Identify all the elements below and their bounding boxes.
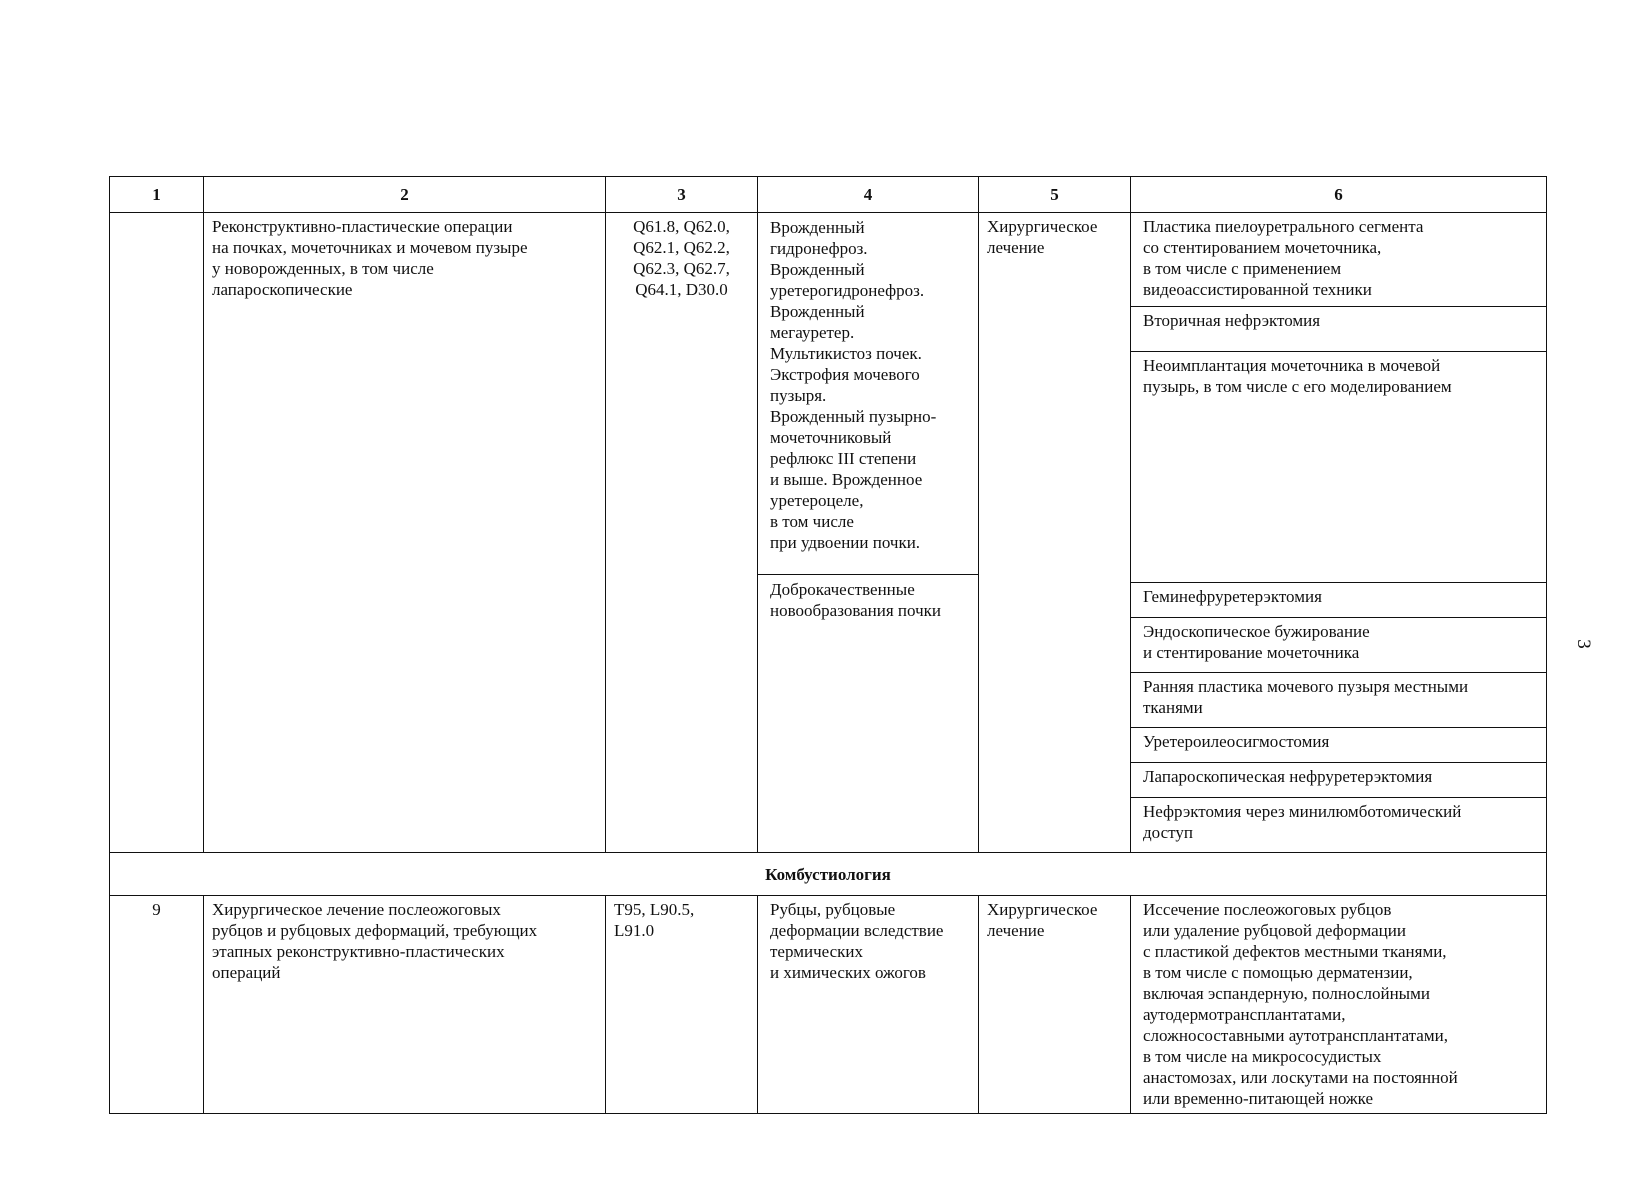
- table-row: [110, 213, 1547, 853]
- procedure-item: Уретероилеосигмостомия: [1131, 728, 1546, 763]
- column-header-4: 4: [758, 177, 979, 213]
- table-header-row: [110, 177, 1547, 213]
- row-number: 9: [110, 896, 204, 1114]
- column-header-3: 3: [606, 177, 758, 213]
- column-header-5: 5: [979, 177, 1131, 213]
- diagnosis-cell: [758, 213, 979, 853]
- icd-codes: T95, L90.5, L91.0: [606, 896, 758, 1114]
- procedure-item: Лапароскопическая нефруретерэктомия: [1131, 763, 1546, 798]
- treatment-type: Хирургическое лечение: [979, 896, 1131, 1114]
- table-row: [110, 896, 1547, 1114]
- section-row: [110, 853, 1547, 896]
- column-header-6: 6: [1131, 177, 1547, 213]
- procedure-item: Эндоскопическое бужирование и стентирование мочеточника: [1131, 618, 1546, 673]
- row-number: [110, 213, 204, 853]
- icd-codes: Q61.8, Q62.0, Q62.1, Q62.2, Q62.3, Q62.7, Q64.1, D30.0: [606, 213, 758, 853]
- procedure-item: Геминефруретерэктомия: [1131, 583, 1546, 618]
- procedure-item: Иссечение послеожоговых рубцов или удаление рубцовой деформации с пластикой дефектов местными тканями, в том числе с помощью дерматензии, включая эспандерную, полнослойными аутодермотрансплантатами, сложносоставными аутотрансплантатами, в том числе на микрососудистых анастомозах, или лоскутами на постоянной или временно-питающей ножке: [1131, 896, 1547, 1114]
- diagnosis-cell: Рубцы, рубцовые деформации вследствие термических и химических ожогов: [758, 896, 979, 1114]
- procedures-cell: [1131, 213, 1547, 853]
- column-header-2: 2: [204, 177, 606, 213]
- procedure-item: Пластика пиелоуретрального сегмента со стентированием мочеточника, в том числе с применением видеоассистированной техники: [1131, 213, 1546, 307]
- care-type-name: Реконструктивно-пластические операции на почках, мочеточниках и мочевом пузыре у новорожденных, в том числе лапароскопические: [204, 213, 606, 853]
- diagnosis-congenital: Врожденный гидронефроз. Врожденный уретерогидронефроз. Врожденный мегауретер. Мультикистоз почек. Экстрофия мочевого пузыря. Врожденный пузырно- мочеточниковый рефлюкс III степени и выше. Врожденное уретероцеле, в том числе при удвоении почки.: [758, 213, 978, 575]
- medical-care-table: [109, 176, 1547, 1114]
- page-number: 3: [1572, 639, 1594, 649]
- treatment-type: Хирургическое лечение: [979, 213, 1131, 853]
- column-header-1: 1: [110, 177, 204, 213]
- procedure-item: Ранняя пластика мочевого пузыря местными тканями: [1131, 673, 1546, 728]
- diagnosis-neoplasm: Доброкачественные новообразования почки: [770, 580, 941, 620]
- care-type-name: Хирургическое лечение послеожоговых рубцов и рубцовых деформаций, требующих этапных реконструктивно-пластических операций: [204, 896, 606, 1114]
- procedure-item: Неоимплантация мочеточника в мочевой пузырь, в том числе с его моделированием: [1131, 352, 1546, 583]
- section-title: Комбустиология: [110, 853, 1547, 896]
- procedure-item: Нефрэктомия через минилюмботомический доступ: [1143, 802, 1462, 842]
- procedure-item: Вторичная нефрэктомия: [1131, 307, 1546, 352]
